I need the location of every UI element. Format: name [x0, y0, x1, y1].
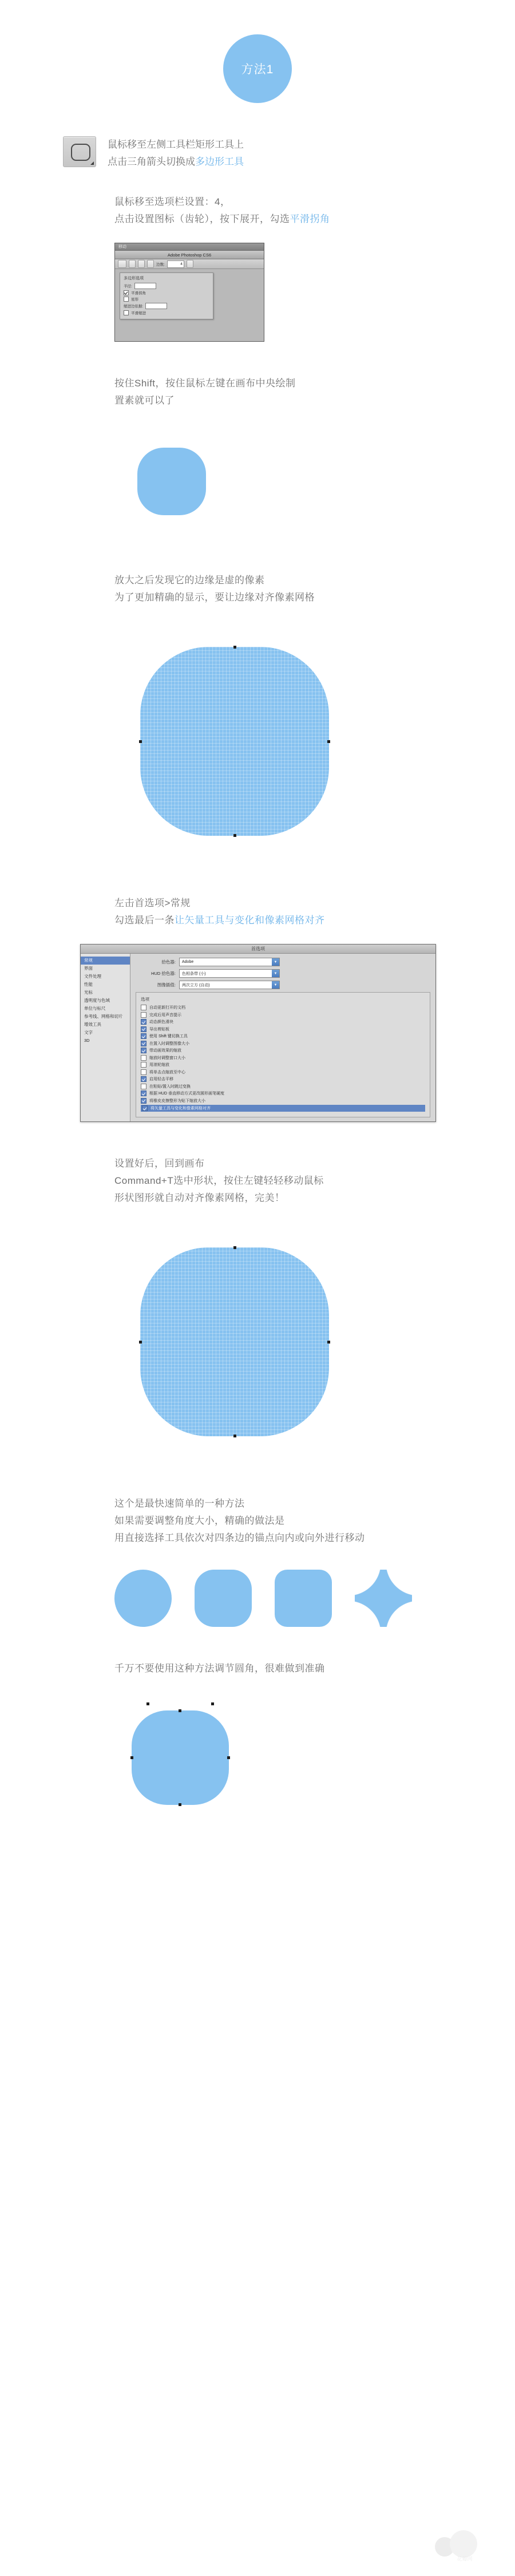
sides-input[interactable]: 4: [167, 260, 184, 268]
option-row-13[interactable]: [141, 1098, 425, 1104]
prefs-row-color-picker: [136, 958, 430, 966]
step-3-line-2: 置素就可以了: [114, 395, 175, 406]
option-checkbox-4[interactable]: [141, 1033, 146, 1039]
rounded-square-shape: [137, 448, 206, 515]
step-5-text: [114, 895, 435, 929]
option-checkbox-14[interactable]: [142, 1105, 148, 1111]
options-group-title: 选项: [141, 997, 149, 1002]
option-row-1[interactable]: [141, 1012, 425, 1018]
option-label-7: 缩放时调整窗口大小: [149, 1056, 185, 1060]
step-6-text: [114, 1155, 435, 1207]
star-label: 星形: [131, 298, 138, 302]
prefs-nav-item-general[interactable]: 常规: [81, 957, 130, 965]
prefs-nav-item-transparency[interactable]: 透明度与色域: [84, 998, 110, 1003]
prefs-nav-item-guides[interactable]: 参考线、网格和切片: [84, 1014, 123, 1019]
option-row-5[interactable]: [141, 1041, 425, 1046]
chevron-down-icon-2[interactable]: ▼: [272, 970, 279, 977]
radius-label: 半径:: [124, 285, 132, 289]
step-7-line-2: 如果需要调整角度大小，精确的做法是: [114, 1515, 285, 1526]
step-5-line-2: [114, 912, 435, 929]
smooth-indent-label: 平滑缩进: [131, 311, 146, 315]
step-4-text: [114, 572, 435, 606]
final-anchor-left[interactable]: [130, 1756, 133, 1759]
step-5-line-1: 左击首选项>常规: [114, 898, 191, 908]
shape-variant-concave-fill: [355, 1570, 412, 1627]
path-mode-button[interactable]: [129, 260, 136, 268]
preferences-nav: [81, 954, 130, 1121]
panel-toolbar: [115, 259, 264, 269]
option-label-10: 启用轻击平移: [149, 1077, 173, 1081]
shape-variants-row: [114, 1570, 435, 1627]
prefs-nav-item-performance[interactable]: 性能: [84, 982, 93, 987]
anchor-point-left-2[interactable]: [139, 1341, 142, 1344]
preferences-main: [130, 954, 435, 1121]
watermark: [430, 2527, 499, 2561]
step-3-text: [114, 375, 435, 409]
final-handle-top-right[interactable]: [211, 1702, 214, 1705]
option-label-2: 动态颜色滑块: [149, 1020, 173, 1024]
panel-tab-move[interactable]: 移动: [115, 243, 264, 251]
option-checkbox-11[interactable]: [141, 1084, 146, 1089]
option-row-4[interactable]: [141, 1033, 425, 1039]
step-5-line-2-highlight: 让矢量工具与变化和像素网格对齐: [175, 915, 325, 926]
anchor-point-right-2[interactable]: [327, 1341, 330, 1344]
option-checkbox-9[interactable]: [141, 1069, 146, 1075]
prefs-nav-item-plugins[interactable]: 增效工具: [84, 1022, 101, 1027]
step-1-text: [108, 136, 244, 171]
final-anchor-bottom[interactable]: [179, 1803, 181, 1806]
option-checkbox-6[interactable]: [141, 1048, 146, 1053]
star-row[interactable]: [124, 297, 209, 302]
step-2-text: [114, 193, 435, 228]
gear-settings-icon[interactable]: [187, 260, 193, 268]
prefs-nav-item-file-handling[interactable]: 文件处理: [84, 974, 101, 979]
option-label-4: 使用 Shift 键切换工具: [149, 1034, 188, 1038]
option-checkbox-2[interactable]: [141, 1019, 146, 1025]
step-1-line-2-highlight: 多边形工具: [195, 156, 244, 167]
chevron-down-icon[interactable]: ▼: [272, 958, 279, 966]
photoshop-options-panel: [114, 243, 264, 342]
step-2-line-2: [114, 211, 435, 228]
color-picker-label: 拾色器:: [161, 959, 176, 965]
color-picker-select[interactable]: [179, 958, 280, 966]
step-4-line-2: 为了更加精确的显示，要让边缘对齐像素网格: [114, 592, 315, 603]
option-label-8: 用滚轮缩放: [149, 1063, 169, 1067]
interpolation-select[interactable]: [179, 981, 280, 989]
option-checkbox-5[interactable]: [141, 1041, 146, 1046]
final-anchor-top[interactable]: [179, 1709, 181, 1712]
option-checkbox-8[interactable]: [141, 1062, 146, 1068]
smooth-corners-row[interactable]: [124, 290, 209, 295]
prefs-nav-item-3d[interactable]: 3D: [84, 1038, 90, 1043]
final-anchor-right[interactable]: [227, 1756, 230, 1759]
option-label-13: 将橡皮皮擦整形为贴下缩放大小: [149, 1099, 205, 1103]
option-row-14[interactable]: [141, 1105, 425, 1112]
indent-row[interactable]: [124, 303, 209, 309]
panel-title: Adobe Photoshop CS6: [115, 251, 264, 259]
smooth-corners-label: 平滑拐角: [131, 291, 146, 295]
shape-variant-circle: [114, 1570, 172, 1627]
option-label-11: 在粘贴/置入时跳过变换: [149, 1084, 191, 1089]
option-row-10[interactable]: [141, 1076, 425, 1082]
shape-variant-concave: [355, 1570, 412, 1627]
step-3-line-1: 按住Shift，按住鼠标左键在画布中央绘制: [114, 378, 296, 389]
option-label-9: 将单击点缩放至中心: [149, 1070, 185, 1074]
step-2-line-2-highlight: 平滑拐角: [290, 214, 330, 224]
color-picker-value: Adobe: [182, 960, 194, 964]
smooth-indent-checkbox[interactable]: [124, 310, 129, 315]
option-checkbox-3[interactable]: [141, 1026, 146, 1032]
step-5-line-2-pre: 勾选最后一条: [114, 915, 175, 926]
option-label-6: 带动画效果的缩放: [149, 1049, 181, 1053]
option-label-3: 导出剪贴板: [149, 1027, 169, 1032]
interpolation-value: 两次立方 (自动): [182, 983, 210, 987]
step-4-line-1: 放大之后发现它的边缘是虚的像素: [114, 575, 265, 586]
pixel-grid-overlay: [140, 647, 329, 836]
stroke-swatch-button[interactable]: [147, 260, 154, 268]
step-1-row: [63, 136, 464, 171]
step-7-line-1: 这个是最快速简单的一种方法: [114, 1498, 245, 1509]
step-6-line-3: 形状图形就自动对齐像素网格，完美！: [114, 1192, 285, 1203]
option-checkbox-0[interactable]: [141, 1005, 146, 1010]
step-1-line-2-pre: 点击三角箭头切换成: [108, 156, 195, 167]
step-1-line-2: [108, 153, 244, 171]
interpolation-label: 图像插值:: [157, 982, 176, 987]
smooth-corners-checkbox[interactable]: [124, 290, 129, 295]
canvas-zoomed-shape: [114, 621, 355, 862]
prefs-nav-item-cursors[interactable]: 光标: [84, 990, 93, 995]
polygon-options-popup: [120, 272, 213, 319]
canvas-final-shape: [114, 1692, 246, 1824]
anchor-point-top[interactable]: [233, 646, 236, 649]
step-6-line-1: 设置好后，回到画布: [114, 1157, 205, 1169]
option-row-7[interactable]: [141, 1055, 425, 1061]
shape-tool-button[interactable]: [118, 260, 126, 268]
prefs-nav-item-units[interactable]: 单位与标尺: [84, 1006, 106, 1011]
preferences-title: 首选项: [81, 945, 435, 954]
option-row-0[interactable]: [141, 1005, 425, 1010]
option-checkbox-1[interactable]: [141, 1012, 146, 1018]
step-7-line-3: 用直接选择工具依次对四条边的锚点向内或向外进行移动: [114, 1532, 365, 1543]
step-8-line-1: 千万不要使用这种方法调节圆角，很难做到准确: [114, 1662, 325, 1674]
option-row-3[interactable]: [141, 1026, 425, 1032]
rounded-rect-tool-icon: [63, 136, 96, 167]
preferences-dialog: [80, 944, 436, 1122]
anchor-point-bottom-2[interactable]: [233, 1435, 236, 1437]
option-label-1: 完成后用声音提示: [149, 1013, 181, 1017]
hud-picker-label: HUD 拾色器:: [151, 971, 176, 976]
prefs-row-hud-picker: [136, 969, 430, 978]
step-2-line-2-pre: 点击设置图标（齿轮），按下展开，勾选: [114, 214, 290, 224]
panel-body: [115, 269, 264, 341]
pixel-grid-overlay-2: [140, 1247, 329, 1436]
option-checkbox-13[interactable]: [141, 1098, 146, 1104]
prefs-nav-item-type[interactable]: 文字: [84, 1030, 93, 1035]
indent-input[interactable]: [145, 303, 167, 309]
option-row-8[interactable]: [141, 1062, 425, 1068]
option-row-9[interactable]: [141, 1069, 425, 1075]
shape-variant-rounded-square: [275, 1570, 332, 1627]
star-checkbox[interactable]: [124, 297, 129, 302]
anchor-point-top-2[interactable]: [233, 1246, 236, 1249]
preferences-body: [81, 954, 435, 1121]
option-row-11[interactable]: [141, 1084, 425, 1089]
option-row-12[interactable]: [141, 1091, 425, 1096]
watermark-text: 花瓣网: [457, 2556, 473, 2562]
option-label-12: 根据 HUD 垂直移动方式更改圆形画笔硬度: [149, 1092, 225, 1096]
final-handle-top-left[interactable]: [146, 1702, 149, 1705]
rounded-square-shape-final: [132, 1710, 229, 1805]
option-checkbox-7[interactable]: [141, 1055, 146, 1061]
shape-variant-squircle: [195, 1570, 252, 1627]
smooth-indent-row[interactable]: [124, 310, 209, 315]
rounded-square-shape-zoomed: [140, 647, 329, 836]
method-badge-wrap: [0, 0, 515, 103]
anchor-point-bottom[interactable]: [233, 834, 236, 837]
prefs-nav-item-interface[interactable]: 界面: [84, 966, 93, 971]
option-label-5: 在置入时调整图像大小: [149, 1041, 189, 1046]
step-7-text: [114, 1495, 435, 1547]
option-label-14: 将矢量工具与变化和像素网格对齐: [150, 1107, 211, 1111]
prefs-options-group: [136, 992, 430, 1117]
radius-row[interactable]: [124, 283, 209, 289]
option-row-6[interactable]: [141, 1048, 425, 1053]
anchor-point-right[interactable]: [327, 740, 330, 743]
hud-picker-select[interactable]: [179, 969, 280, 978]
step-6-line-2: Command+T选中形状，按住左键轻轻移动鼠标: [114, 1175, 324, 1186]
option-row-2[interactable]: [141, 1019, 425, 1025]
fill-swatch-button[interactable]: [138, 260, 145, 268]
option-checkbox-10[interactable]: [141, 1076, 146, 1082]
anchor-point-left[interactable]: [139, 740, 142, 743]
chevron-down-icon-3[interactable]: ▼: [272, 981, 279, 989]
radius-input[interactable]: [134, 283, 156, 289]
sides-label: 边数:: [156, 262, 165, 267]
method-badge: 方法1: [223, 34, 292, 103]
canvas-small-shape: [114, 424, 229, 539]
indent-label: 缩进边依据:: [124, 305, 144, 309]
step-1-line-1: 鼠标移至左侧工具栏矩形工具上: [108, 139, 244, 150]
step-8-text: [114, 1660, 435, 1677]
option-label-0: 自动更新打开的文档: [149, 1006, 185, 1010]
option-checkbox-12[interactable]: [141, 1091, 146, 1096]
prefs-row-interpolation: [136, 981, 430, 989]
step-2-line-1: 鼠标移至选项栏设置：4，: [114, 196, 231, 207]
hud-picker-value: 色相条带 (小): [182, 971, 206, 976]
polygon-options-header: 多边形选项: [124, 276, 144, 280]
canvas-aligned-shape: [114, 1222, 355, 1462]
rounded-square-shape-aligned: [140, 1247, 329, 1436]
